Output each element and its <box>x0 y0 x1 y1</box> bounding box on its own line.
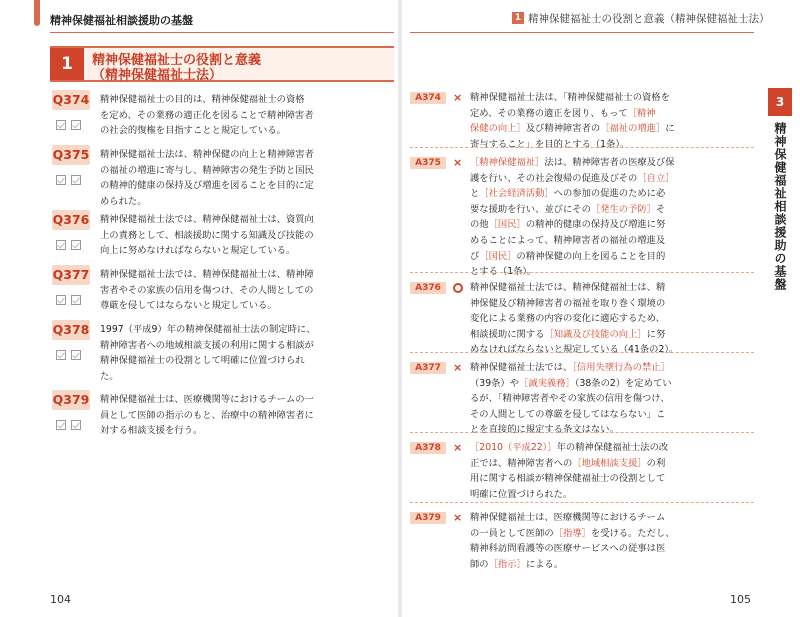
answer-text-line <box>470 171 754 187</box>
answer-text-segment: の精神的健康の保持及び増進に努 <box>525 219 666 231</box>
answer-text-line <box>470 106 754 122</box>
answer-text-line <box>470 510 754 526</box>
answer-text-line <box>470 526 754 542</box>
answer-text-segment: への参加の促進のために必 <box>553 188 666 200</box>
question-label: Q379 <box>52 390 90 410</box>
question-label: Q374 <box>52 90 90 110</box>
answer-separator <box>410 272 754 273</box>
section-title-line1: 精神保健福祉士の役割と意義 <box>92 53 262 68</box>
answer-text-segment: 精神保健福祉士法は、「精神保健福祉士の資格を <box>470 92 670 103</box>
answer-text-segment: とを直接的に規定する条文はない。 <box>470 424 619 436</box>
check-boxes <box>56 170 86 180</box>
question-text-line: 精神障害者への地域相談支援の利用に関する相談が <box>100 339 314 351</box>
answer-text-line <box>470 541 754 557</box>
question-text-line: 員として医師の指示のもと、治療中の精神障害者に <box>100 409 314 421</box>
check-boxes <box>56 235 86 245</box>
answer-text-line <box>470 90 754 106</box>
checkbox[interactable] <box>71 120 81 130</box>
key-term: ［知識及び技能の向上］ <box>544 328 647 340</box>
answer-text-line <box>470 407 754 423</box>
key-term: ［指示］ <box>488 558 526 570</box>
header-rule <box>410 32 754 33</box>
answer-text-segment: 精神保健福祉士は、医療機関等におけるチーム <box>470 512 666 523</box>
section-number: 1 <box>50 48 84 80</box>
answer-text-line <box>470 487 754 503</box>
question-text-line: 対する相談支援を行う。 <box>100 425 203 436</box>
running-header-right <box>400 0 800 36</box>
answer-text-line <box>470 391 754 407</box>
key-term: ［信用失墜行為の禁止］ <box>572 362 670 373</box>
answer-text-line <box>470 342 754 358</box>
answer-text-segment: 要な援助を行い、並びにその <box>470 203 591 215</box>
chapter-tab-title: 精神保健福祉相談援助の基盤 <box>773 122 787 291</box>
answer-separator <box>410 432 754 433</box>
answer-text-segment: 年の精神保健福祉士法の改 <box>556 442 669 453</box>
check-boxes <box>56 345 86 355</box>
page-number-right: 105 <box>730 593 751 606</box>
answer-separator <box>410 502 754 503</box>
incorrect-mark-icon: × <box>453 156 463 169</box>
answer-text-segment: 法は、精神障害者の医療及び保 <box>544 157 675 168</box>
question-text-line: 精神保健福祉士は、医療機関等におけるチームの一 <box>100 394 314 405</box>
answer-text-segment: を受ける。ただし、 <box>590 527 675 539</box>
question-text <box>100 147 392 209</box>
question-text-line: 精神保健福祉士法は、精神保健の向上と精神障害者 <box>100 149 314 160</box>
answer-text <box>470 440 754 502</box>
question-text-line: 向上に努めなければならないと規定している。 <box>100 245 296 256</box>
answer-text-segment: 師の <box>470 558 489 570</box>
checkbox[interactable] <box>71 350 81 360</box>
answer-text-segment: 相談援助に関する <box>470 328 545 340</box>
incorrect-mark-icon: × <box>453 361 463 374</box>
answer-text-segment: めなければならないと規定している（41条の2）。 <box>470 344 679 356</box>
answer-text-segment: るが、「精神障害者やその家族の信用を傷つけ、 <box>470 393 670 405</box>
question-text-line: を定め、その業務の適正化を図ることで精神障害者 <box>100 109 314 121</box>
question-text-line: の精神的健康の保持及び増進を図ることを目的に定 <box>100 180 314 191</box>
answer-text-segment: とする（1条）。 <box>470 266 537 278</box>
answer-text-line <box>470 557 754 573</box>
answer-text-segment: 寄与すること」を目的とする（1条）。 <box>470 138 630 150</box>
answer-text-line <box>470 121 754 137</box>
question-text-line: た。 <box>100 370 119 382</box>
answer-text <box>470 280 754 358</box>
answer-text-line <box>470 217 754 233</box>
answer-text <box>470 510 754 572</box>
answer-text-segment: に <box>665 123 675 135</box>
answer-text <box>470 155 754 280</box>
answer-text-segment: に努 <box>646 328 666 340</box>
question-text-line: 害者やその家族の信用を傷つけ、その人間としての <box>100 284 314 296</box>
answer-text-segment: 変化による業務の内容の変化に適応するため、 <box>470 313 665 325</box>
answer-label: A377 <box>410 362 446 374</box>
key-term: ［福祉の増進］ <box>600 123 666 135</box>
answer-text-segment: 護を行い、その社会復帰の促進及びその <box>470 172 638 184</box>
answer-text-line <box>470 440 754 456</box>
key-term: ［地域相談支援］ <box>572 457 647 469</box>
checkbox[interactable] <box>56 350 66 360</box>
key-term: ［自立］ <box>637 172 675 184</box>
question-label: Q378 <box>52 320 90 340</box>
header-rule <box>50 32 394 33</box>
answer-text-line <box>470 233 754 249</box>
key-term: ［2010（平成22）］ <box>470 442 557 453</box>
key-term: ［発生の予防］ <box>590 203 656 215</box>
answer-text-segment: の精神保健の向上を図ることを目的 <box>516 250 666 262</box>
question-text-line: の社会的復権を目指すことと規定している。 <box>100 125 286 136</box>
answer-text-line <box>470 137 754 153</box>
section-title-line2: （精神保健福祉士法） <box>92 68 223 83</box>
answer-text-line <box>470 155 754 171</box>
checkbox[interactable] <box>56 240 66 250</box>
question-text <box>100 267 392 314</box>
key-term: ［国民］ <box>479 250 517 262</box>
chapter-tab-number: 3 <box>768 88 792 116</box>
checkbox[interactable] <box>71 240 81 250</box>
answer-text-segment: （39条）や <box>470 377 520 389</box>
answer-text-segment: （38条の2）を定めてい <box>574 377 672 389</box>
answer-text-line <box>470 296 754 312</box>
answer-text-segment: 神保健及び精神障害者の福祉を取り巻く環境の <box>470 297 666 309</box>
question-label: Q377 <box>52 265 90 285</box>
answer-label: A376 <box>410 282 446 294</box>
check-boxes <box>56 290 86 300</box>
answer-text-segment: 用に関する相談が精神保健福祉士の役割として <box>470 473 666 485</box>
corner-marker <box>34 0 40 26</box>
correct-mark-icon <box>453 283 463 293</box>
answer-text <box>470 90 754 152</box>
answer-text-line <box>470 456 754 472</box>
question-text <box>100 92 392 139</box>
question-text-line: められた。 <box>100 195 147 207</box>
key-term: ［指導］ <box>553 527 591 539</box>
answer-separator <box>410 352 754 353</box>
answer-text-segment: の利 <box>646 457 666 469</box>
key-term: ［精神 <box>627 107 656 119</box>
answer-separator <box>410 147 754 148</box>
answer-text-segment: と <box>470 188 480 200</box>
question-text-line: 精神保健福祉士の目的は、精神保健福祉士の資格 <box>100 94 305 105</box>
answer-text-line <box>470 311 754 327</box>
question-text-line: 精神保健福祉士法では、精神保健福祉士は、資質向 <box>100 214 314 225</box>
answer-label: A378 <box>410 442 446 454</box>
answer-text-line <box>470 327 754 343</box>
answer-label: A375 <box>410 157 446 169</box>
answer-text-segment: による。 <box>525 558 564 570</box>
check-boxes <box>56 415 86 425</box>
checkbox[interactable] <box>56 120 66 130</box>
question-text-line: 精神保健福祉士の役割として明確に位置づけられ <box>100 355 305 366</box>
page-number-left: 104 <box>50 593 71 606</box>
question-text-line: 精神保健福祉士法では、精神保健福祉士は、精神障 <box>100 269 314 280</box>
answer-text-line <box>470 422 754 438</box>
key-term: ［精神保健福祉］ <box>470 157 545 168</box>
answer-text-segment: の一員として医師の <box>470 527 554 539</box>
key-term: 保健の向上］ <box>470 123 526 135</box>
incorrect-mark-icon: × <box>453 441 463 454</box>
key-term: ［誠実義務］ <box>519 377 575 389</box>
checkbox[interactable] <box>56 175 66 185</box>
question-text-line: の福祉の増進に寄与し、精神障害の発生予防と国民 <box>100 164 314 176</box>
question-text <box>100 322 392 384</box>
answer-text-segment: 明確に位置づけられた。 <box>470 488 573 500</box>
answer-text-line <box>470 376 754 392</box>
answer-text-line <box>470 360 754 376</box>
check-boxes <box>56 115 86 125</box>
running-section-number: 1 <box>512 12 524 24</box>
answer-label: A379 <box>410 512 446 524</box>
answer-label: A374 <box>410 92 446 104</box>
answer-text-segment: めることによって、精神障害者の福祉の増進及 <box>470 234 666 246</box>
answer-text-line <box>470 280 754 296</box>
answer-text <box>470 360 754 438</box>
checkbox[interactable] <box>56 295 66 305</box>
answer-text-line <box>470 471 754 487</box>
checkbox[interactable] <box>56 420 66 430</box>
checkbox[interactable] <box>71 295 81 305</box>
answer-text-segment: の他 <box>470 219 489 231</box>
answer-text-segment: 精神保健福祉士法では、精神保健福祉士は、精 <box>470 282 666 293</box>
question-text <box>100 392 392 439</box>
section-heading <box>50 46 394 82</box>
question-text-line: 1997（平成9）年の精神保健福祉士法の制定時に、 <box>100 324 316 335</box>
answer-text-segment: その人間としての尊厳を侵してはならない」こ <box>470 408 666 420</box>
question-label: Q376 <box>52 210 90 230</box>
incorrect-mark-icon: × <box>453 511 463 524</box>
question-text-line: 尊厳を侵してはならないと規定している。 <box>100 300 277 311</box>
right-page <box>400 0 800 617</box>
question-text-line: 上の責務として、相談援助に関する知識及び技能の <box>100 229 314 241</box>
answer-text-line <box>470 249 754 265</box>
running-header-left <box>0 0 400 36</box>
key-term: ［国民］ <box>488 219 526 231</box>
answer-text-segment: 正では、精神障害者への <box>470 457 573 469</box>
question-label: Q375 <box>52 145 90 165</box>
key-term: ［社会経済活動］ <box>479 188 554 200</box>
running-title-left: 精神保健福祉相談援助の基盤 <box>50 14 193 27</box>
answer-text-line <box>470 202 754 218</box>
question-text <box>100 212 392 259</box>
checkbox[interactable] <box>71 175 81 185</box>
incorrect-mark-icon: × <box>453 91 463 104</box>
answer-text-segment: 精神保健福祉士法では、 <box>470 362 573 373</box>
answer-text-segment: 精神科訪問看護等の医療サービスへの従事は医 <box>470 543 666 555</box>
answer-text-segment: 及び精神障害者の <box>525 123 601 135</box>
answer-text-segment: そ <box>655 203 666 215</box>
running-title-right: 精神保健福祉士の役割と意義（精神保健福祉士法） <box>528 13 770 25</box>
answer-text-segment: び <box>470 250 480 262</box>
answer-text-segment: 定め、その業務の適正を図り、もって <box>470 107 628 119</box>
answer-text-line <box>470 186 754 202</box>
checkbox[interactable] <box>71 420 81 430</box>
